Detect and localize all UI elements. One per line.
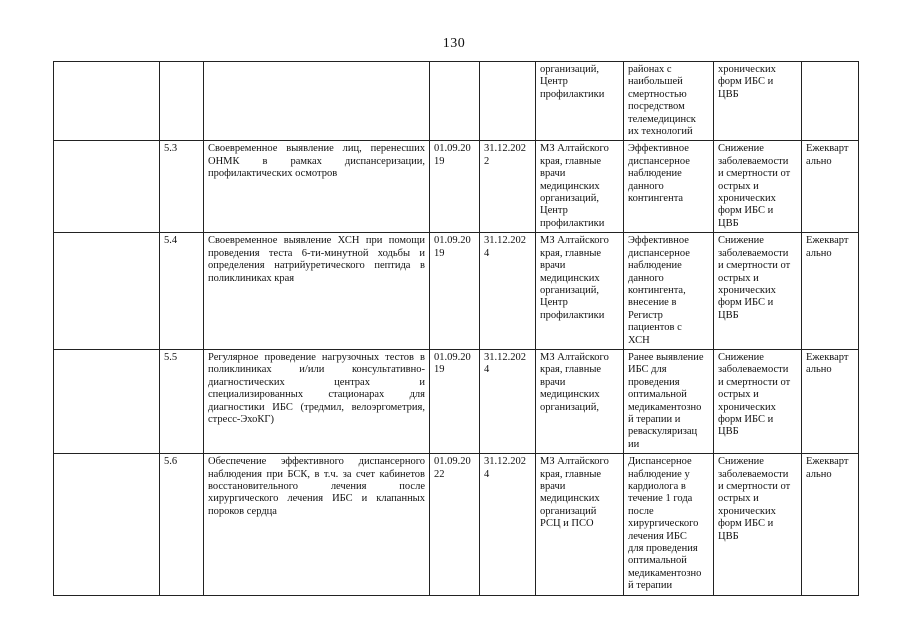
end-date: 31.12.202 4 [480, 454, 536, 595]
responsible-parties: МЗ Алтайского края, главные врачи медицинских организаций, Центр профилактики [536, 141, 624, 233]
event-description: Регулярное проведение нагрузочных тестов в поликлиниках и/или консультативно-диагностических центрах и специализированных стационарах для диагностики ИБС (тредмил, велоэргометрия, стресс-ЭхоКГ) [204, 349, 430, 453]
table-row [54, 62, 859, 141]
target-indicator: Снижение заболеваемости и смертности от острых и хронических форм ИБС и ЦВБ [714, 454, 802, 595]
responsible-parties: МЗ Алтайского края, главные врачи медицинских организаций, [536, 349, 624, 453]
blank-cell [54, 141, 160, 233]
table-row [54, 233, 859, 350]
expected-result: Эффективное диспансерное наблюдение данного контингента [624, 141, 714, 233]
reporting-period: Ежекварт ально [802, 233, 859, 350]
blank-cell [54, 349, 160, 453]
table-row [54, 454, 859, 595]
target-indicator: Снижение заболеваемости и смертности от острых и хронических форм ИБС и ЦВБ [714, 349, 802, 453]
action-plan-table [53, 61, 859, 596]
end-date: 31.12.202 4 [480, 349, 536, 453]
row-number: 5.6 [160, 454, 204, 595]
event-description [204, 62, 430, 141]
responsible-parties: МЗ Алтайского края, главные врачи медицинских организаций, Центр профилактики [536, 233, 624, 350]
event-description: Обеспечение эффективного диспансерного наблюдения при БСК, в т.ч. за счет кабинетов восстановительного лечения после хирургического лечения ИБС и клапанных пороков сердца [204, 454, 430, 595]
blank-cell [54, 454, 160, 595]
expected-result: Эффективное диспансерное наблюдение данного контингента, внесение в Регистр пациентов с ХСН [624, 233, 714, 350]
end-date: 31.12.202 4 [480, 233, 536, 350]
blank-cell [54, 62, 160, 141]
end-date: 31.12.202 2 [480, 141, 536, 233]
target-indicator: хронических форм ИБС и ЦВБ [714, 62, 802, 141]
page-number: 130 [442, 36, 466, 51]
reporting-period: Ежекварт ально [802, 349, 859, 453]
table-row [54, 141, 859, 233]
start-date: 01.09.20 19 [430, 141, 480, 233]
row-number: 5.4 [160, 233, 204, 350]
reporting-period [802, 62, 859, 141]
start-date: 01.09.20 19 [430, 349, 480, 453]
target-indicator: Снижение заболеваемости и смертности от острых и хронических форм ИБС и ЦВБ [714, 233, 802, 350]
target-indicator: Снижение заболеваемости и смертности от острых и хронических форм ИБС и ЦВБ [714, 141, 802, 233]
event-description: Своевременное выявление лиц, перенесших ОНМК в рамках диспансеризации, профилактических осмотров [204, 141, 430, 233]
responsible-parties: организаций, Центр профилактики [536, 62, 624, 141]
event-description: Своевременное выявление ХСН при помощи проведения теста 6-ти-минутной ходьбы и определения натрийуретического пептида в поликлиниках края [204, 233, 430, 350]
expected-result: Ранее выявление ИБС для проведения оптимальной медикаментозно й терапии и реваскуляризац ии [624, 349, 714, 453]
start-date: 01.09.20 22 [430, 454, 480, 595]
row-number [160, 62, 204, 141]
row-number: 5.3 [160, 141, 204, 233]
table-row [54, 349, 859, 453]
expected-result: Диспансерное наблюдение у кардиолога в течение 1 года после хирургического лечения ИБС для проведения оптимальной медикаментозно й терапии [624, 454, 714, 595]
start-date: 01.09.20 19 [430, 233, 480, 350]
expected-result: районах с наибольшей смертностью посредством телемедицинск их технологий [624, 62, 714, 141]
reporting-period: Ежекварт ально [802, 454, 859, 595]
end-date [480, 62, 536, 141]
start-date [430, 62, 480, 141]
row-number: 5.5 [160, 349, 204, 453]
blank-cell [54, 233, 160, 350]
responsible-parties: МЗ Алтайского края, главные врачи медицинских организаций РСЦ и ПСО [536, 454, 624, 595]
reporting-period: Ежекварт ально [802, 141, 859, 233]
